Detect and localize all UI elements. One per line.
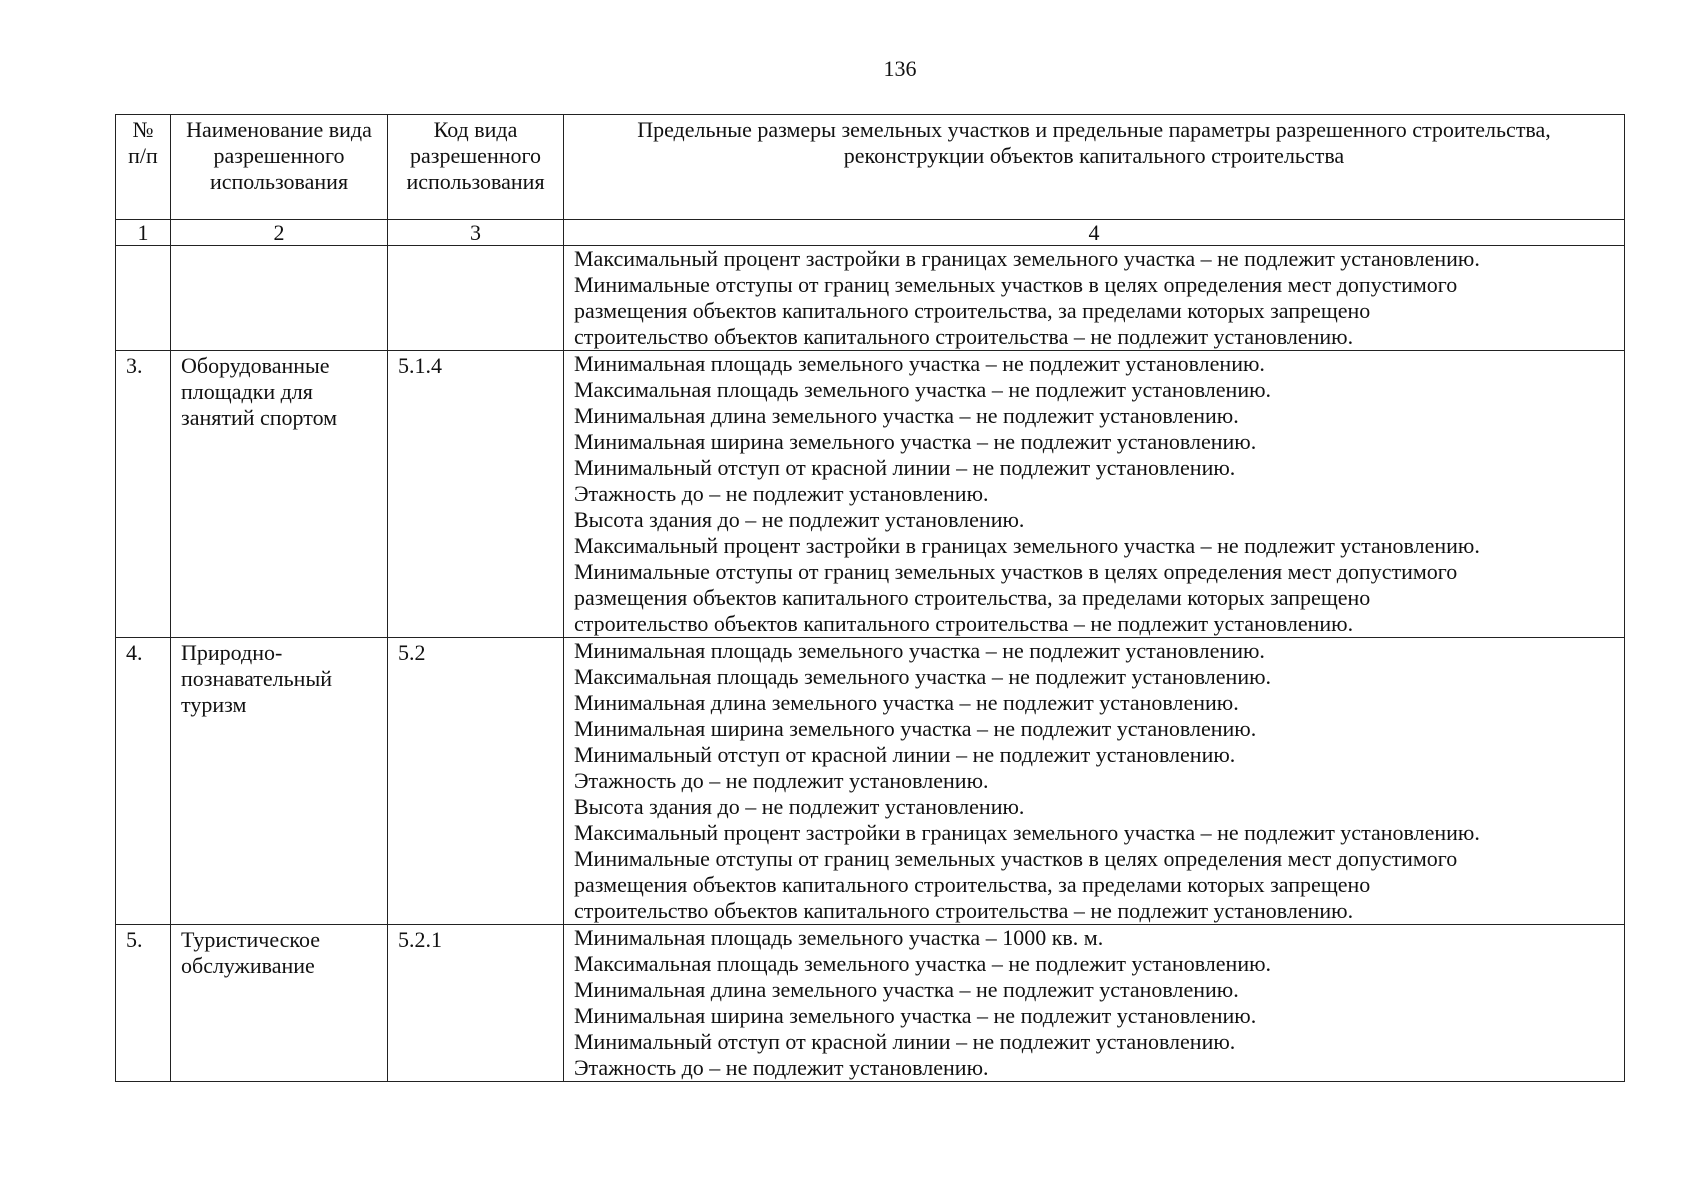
column-numbers-row bbox=[116, 220, 1625, 246]
parameter-line: Максимальная площадь земельного участка – не подлежит установлению. bbox=[574, 664, 1272, 689]
use-type-name-cell: Оборудованные площадки для занятий спортом bbox=[171, 351, 388, 638]
parameter-line: Минимальная площадь земельного участка – не подлежит установлению. bbox=[574, 351, 1265, 376]
parameter-line: Минимальная длина земельного участка – не подлежит установлению. bbox=[574, 690, 1239, 715]
row-number-cell: 3. bbox=[116, 351, 171, 638]
parameter-line: Максимальный процент застройки в границах земельного участка – не подлежит установлению. bbox=[574, 820, 1480, 845]
row-number-cell bbox=[116, 246, 171, 351]
parameter-line: Минимальная ширина земельного участка – не подлежит установлению. bbox=[574, 716, 1257, 741]
parameters-cell bbox=[564, 351, 1625, 638]
parameter-line: Минимальная площадь земельного участка – не подлежит установлению. bbox=[574, 638, 1265, 663]
column-number: 3 bbox=[388, 220, 564, 246]
land-use-table bbox=[115, 114, 1625, 1082]
use-type-code-cell: 5.2 bbox=[388, 638, 564, 925]
parameter-line: Минимальные отступы от границ земельных участков в целях определения мест допустимого bbox=[574, 272, 1458, 297]
use-type-name-cell: Туристическое обслуживание bbox=[171, 925, 388, 1082]
parameters-cell bbox=[564, 638, 1625, 925]
parameter-line: Этажность до – не подлежит установлению. bbox=[574, 481, 989, 506]
parameter-line: Минимальный отступ от красной линии – не подлежит установлению. bbox=[574, 742, 1236, 767]
table-row bbox=[116, 351, 1625, 638]
parameter-line: Минимальная длина земельного участка – не подлежит установлению. bbox=[574, 403, 1239, 428]
page-number: 136 bbox=[883, 56, 917, 81]
column-number: 2 bbox=[171, 220, 388, 246]
parameter-line: размещения объектов капитального строительства, за пределами которых запрещено bbox=[574, 298, 1371, 323]
use-type-code-cell: 5.2.1 bbox=[388, 925, 564, 1082]
parameter-line: Высота здания до – не подлежит установлению. bbox=[574, 794, 1025, 819]
table-row bbox=[116, 246, 1625, 351]
column-number: 4 bbox=[564, 220, 1625, 246]
parameter-line: Этажность до – не подлежит установлению. bbox=[574, 768, 989, 793]
header-code: Код вида разрешенного использования bbox=[388, 115, 564, 220]
parameter-line: Максимальная площадь земельного участка – не подлежит установлению. bbox=[574, 377, 1272, 402]
parameter-line: Максимальный процент застройки в границах земельного участка – не подлежит установлению. bbox=[574, 246, 1480, 271]
use-type-name-cell: Природно-познавательный туризм bbox=[171, 638, 388, 925]
parameter-line: Минимальная площадь земельного участка – 1000 кв. м. bbox=[574, 925, 1104, 950]
row-number-cell: 4. bbox=[116, 638, 171, 925]
parameter-line: Максимальная площадь земельного участка – не подлежит установлению. bbox=[574, 951, 1272, 976]
parameter-line: Этажность до – не подлежит установлению. bbox=[574, 1055, 989, 1080]
table-header-row bbox=[116, 115, 1625, 220]
parameter-line: Минимальный отступ от красной линии – не подлежит установлению. bbox=[574, 455, 1236, 480]
parameter-line: Высота здания до – не подлежит установлению. bbox=[574, 507, 1025, 532]
parameter-line: Минимальная ширина земельного участка – не подлежит установлению. bbox=[574, 1003, 1257, 1028]
parameters-cell bbox=[564, 246, 1625, 351]
use-type-code-cell bbox=[388, 246, 564, 351]
parameter-line: размещения объектов капитального строительства, за пределами которых запрещено bbox=[574, 872, 1371, 897]
table-row bbox=[116, 925, 1625, 1082]
header-params: Предельные размеры земельных участков и предельные параметры разрешенного строительства, реконструкции объектов капитального строительства bbox=[564, 115, 1625, 220]
parameter-line: строительство объектов капитального строительства – не подлежит установлению. bbox=[574, 324, 1354, 349]
parameter-line: строительство объектов капитального строительства – не подлежит установлению. bbox=[574, 611, 1354, 636]
parameter-line: Максимальный процент застройки в границах земельного участка – не подлежит установлению. bbox=[574, 533, 1480, 558]
parameter-line: Минимальный отступ от красной линии – не подлежит установлению. bbox=[574, 1029, 1236, 1054]
parameter-line: Минимальная длина земельного участка – не подлежит установлению. bbox=[574, 977, 1239, 1002]
parameter-line: Минимальная ширина земельного участка – не подлежит установлению. bbox=[574, 429, 1257, 454]
parameter-line: строительство объектов капитального строительства – не подлежит установлению. bbox=[574, 898, 1354, 923]
header-name: Наименование вида разрешенного использования bbox=[171, 115, 388, 220]
row-number-cell: 5. bbox=[116, 925, 171, 1082]
use-type-code-cell: 5.1.4 bbox=[388, 351, 564, 638]
parameter-line: Минимальные отступы от границ земельных участков в целях определения мест допустимого bbox=[574, 559, 1458, 584]
table-row bbox=[116, 638, 1625, 925]
header-num: № п/п bbox=[116, 115, 171, 220]
column-number: 1 bbox=[116, 220, 171, 246]
parameter-line: размещения объектов капитального строительства, за пределами которых запрещено bbox=[574, 585, 1371, 610]
parameter-line: Минимальные отступы от границ земельных участков в целях определения мест допустимого bbox=[574, 846, 1458, 871]
parameters-cell bbox=[564, 925, 1625, 1082]
use-type-name-cell bbox=[171, 246, 388, 351]
table-body bbox=[116, 246, 1625, 1082]
